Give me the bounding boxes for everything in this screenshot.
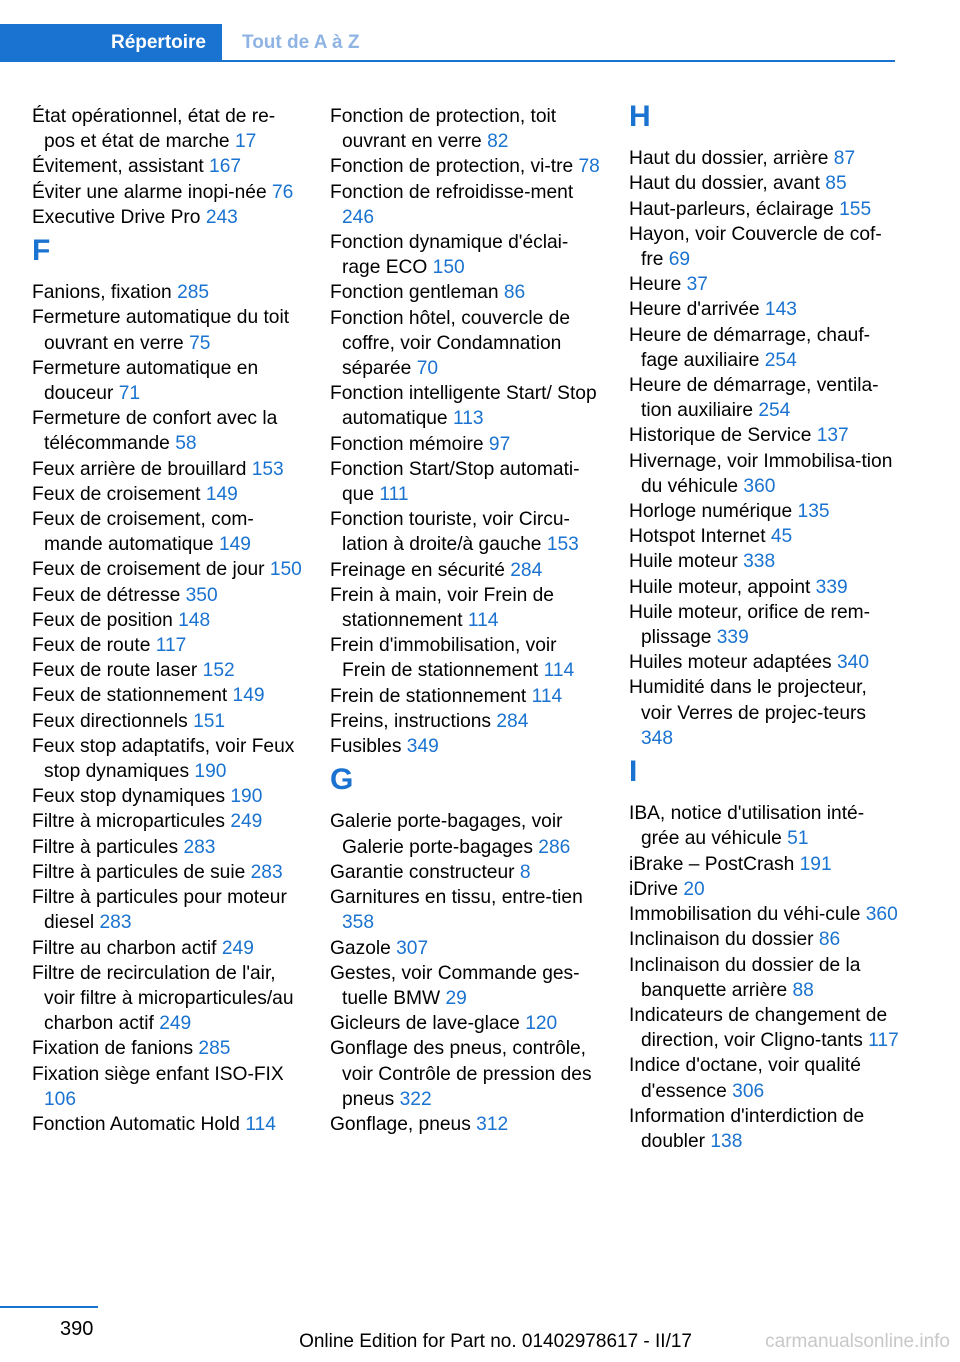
index-entry-text: Garantie constructeur bbox=[330, 861, 515, 883]
index-entry bbox=[32, 835, 304, 860]
index-entry bbox=[32, 658, 304, 683]
index-entry-text: Freins, instructions bbox=[330, 710, 492, 732]
index-entry bbox=[629, 575, 901, 600]
index-entry bbox=[330, 809, 602, 859]
page-link[interactable]: 87 bbox=[833, 148, 856, 170]
index-entry bbox=[629, 197, 901, 222]
index-entry bbox=[629, 524, 901, 549]
index-entry-text: Fonction Start/Stop automati‐que bbox=[330, 458, 580, 506]
index-entry bbox=[32, 205, 304, 230]
index-entry bbox=[629, 373, 901, 423]
index-entry bbox=[330, 432, 602, 457]
page-link[interactable]: 85 bbox=[825, 173, 847, 195]
tab-tout-de-a-a-z[interactable]: Tout de A à Z bbox=[242, 32, 360, 53]
index-entry-text: Feux de route laser bbox=[32, 660, 198, 682]
index-entry-text: Filtre à particules bbox=[32, 836, 179, 858]
index-entry bbox=[629, 499, 901, 524]
index-entry bbox=[629, 1003, 901, 1053]
page-link[interactable]: 111 bbox=[379, 484, 409, 506]
index-entry-text: Heure de démarrage, chauf‐fage auxiliaire bbox=[629, 324, 871, 371]
page-link[interactable]: 117 bbox=[868, 1030, 899, 1052]
page-link[interactable]: 88 bbox=[792, 979, 814, 1001]
index-entry bbox=[629, 953, 901, 1003]
index-entry bbox=[32, 482, 304, 507]
index-entry-text: Fermeture automatique du toit ouvrant en verre bbox=[32, 307, 290, 354]
page-link[interactable]: 86 bbox=[503, 282, 526, 304]
index-entry-text: Feux de détresse bbox=[32, 584, 181, 606]
index-entry-text: Filtre à particules pour moteur diesel bbox=[32, 887, 287, 934]
page-link[interactable]: 322 bbox=[399, 1088, 432, 1110]
page-link[interactable]: 78 bbox=[578, 156, 600, 178]
page-link[interactable]: 135 bbox=[797, 501, 830, 523]
index-entry bbox=[629, 272, 901, 297]
index-entry-text: Fonction gentleman bbox=[330, 282, 499, 304]
index-entry bbox=[330, 104, 602, 154]
page-link[interactable]: 285 bbox=[198, 1038, 231, 1060]
index-entry bbox=[330, 860, 602, 885]
index-entry bbox=[32, 154, 304, 179]
index-entry bbox=[32, 885, 304, 935]
index-entry bbox=[629, 801, 901, 851]
index-entry-text: Feux de croisement de jour bbox=[32, 559, 265, 581]
index-entry bbox=[629, 323, 901, 373]
index-entry bbox=[32, 507, 304, 557]
index-entry-text: Feux de stationnement bbox=[32, 685, 228, 707]
index-entry bbox=[32, 356, 304, 406]
page-link[interactable]: 312 bbox=[476, 1113, 509, 1135]
index-entry bbox=[330, 709, 602, 734]
page-link[interactable]: 339 bbox=[815, 576, 848, 598]
index-entry bbox=[32, 104, 304, 154]
index-entry bbox=[629, 852, 901, 877]
page-number: 390 bbox=[60, 1318, 94, 1340]
index-entry-text: Inclinaison du dossier de la banquette arrière bbox=[629, 954, 861, 1001]
index-entry-text: Humidité dans le projecteur, voir Verres de projec‐teurs bbox=[629, 677, 867, 724]
page-link[interactable]: 70 bbox=[416, 358, 439, 380]
index-entry-text: Huile moteur, appoint bbox=[629, 576, 811, 598]
index-entry-text: IBA, notice d'utilisation inté‐grée au véhicule bbox=[629, 803, 865, 850]
index-entry-text: Fixation de fanions bbox=[32, 1038, 194, 1060]
page-link[interactable]: 75 bbox=[189, 332, 211, 354]
index-entry-text: Fonction de protection, toit ouvrant en verre bbox=[330, 106, 557, 153]
index-entry-text: Hivernage, voir Immobilisa‐tion du véhicule bbox=[629, 450, 893, 497]
section-letter: H bbox=[629, 100, 651, 133]
index-entry-text: Fonction Automatic Hold bbox=[32, 1113, 240, 1135]
index-entry-text: Huile moteur, orifice de rem‐plissage bbox=[629, 601, 870, 649]
index-entry bbox=[629, 171, 901, 196]
page-link[interactable]: 284 bbox=[510, 559, 543, 581]
page-link[interactable]: 82 bbox=[487, 131, 509, 153]
watermark: carmanualsonline.info bbox=[765, 1331, 950, 1352]
page-link[interactable]: 307 bbox=[396, 937, 429, 959]
index-entry-text: Haut-parleurs, éclairage bbox=[629, 198, 834, 220]
page-link[interactable]: 150 bbox=[432, 257, 465, 279]
index-entry-text: Feux stop dynamiques bbox=[32, 786, 226, 808]
page-link[interactable]: 167 bbox=[209, 156, 242, 178]
index-entry bbox=[32, 709, 304, 734]
index-entry-text: Gicleurs de lave-glace bbox=[330, 1013, 520, 1035]
index-entry bbox=[629, 222, 901, 272]
page-link[interactable]: 143 bbox=[764, 299, 797, 321]
page-link[interactable]: 150 bbox=[269, 559, 302, 581]
page-link[interactable]: 51 bbox=[787, 828, 809, 850]
index-entry-text: Fonction touriste, voir Circu‐lation à droite/à gauche bbox=[330, 509, 570, 556]
index-entry-text: Garnitures en tissu, entre‐tien bbox=[330, 887, 583, 909]
page-link[interactable]: 190 bbox=[194, 761, 227, 783]
index-entry-text: Feux de croisement bbox=[32, 483, 201, 505]
page-link[interactable]: 20 bbox=[683, 878, 705, 900]
section-letter: F bbox=[32, 234, 51, 268]
index-entry-text: Feux arrière de brouillard bbox=[32, 458, 247, 480]
page-link[interactable]: 149 bbox=[205, 483, 238, 505]
index-entry bbox=[330, 306, 602, 382]
page-link[interactable]: 340 bbox=[837, 652, 870, 674]
page-link[interactable]: 155 bbox=[839, 198, 872, 220]
index-entry-text: Immobilisation du véhi‐cule bbox=[629, 904, 861, 926]
index-entry bbox=[32, 633, 304, 658]
index-entry-text: Huile moteur bbox=[629, 551, 738, 573]
header-rule bbox=[222, 60, 895, 62]
index-entry-text: Filtre à microparticules bbox=[32, 811, 225, 833]
index-entry bbox=[629, 449, 901, 499]
index-entry-text: Feux de croisement, com‐mande automatique bbox=[32, 509, 254, 556]
page-link[interactable]: 246 bbox=[342, 206, 375, 228]
index-entry-text: Feux de position bbox=[32, 609, 173, 631]
index-entry-text: Frein de stationnement bbox=[330, 685, 527, 707]
page-link[interactable]: 306 bbox=[732, 1080, 765, 1102]
page-link[interactable]: 69 bbox=[668, 249, 691, 271]
index-entry-text: Feux directionnels bbox=[32, 710, 188, 732]
page-link[interactable]: 350 bbox=[185, 584, 218, 606]
index-entry-text: iBrake – PostCrash bbox=[629, 853, 795, 875]
page-link[interactable]: 283 bbox=[250, 861, 283, 883]
index-column-3 bbox=[629, 100, 901, 1154]
page-link[interactable]: 8 bbox=[519, 861, 531, 883]
index-entry-text: Indicateurs de changement de direction, voir Cligno‐tants bbox=[629, 1004, 888, 1052]
index-entry-text: Indice d'octane, voir qualité d'essence bbox=[629, 1055, 861, 1102]
page-link[interactable]: 97 bbox=[488, 433, 511, 455]
page-link[interactable]: 76 bbox=[272, 181, 294, 203]
index-entry-text: Heure de démarrage, ventila‐tion auxiliaire bbox=[629, 375, 879, 422]
index-entry bbox=[32, 280, 304, 305]
index-entry-text: Fonction de refroidisse‐ment bbox=[330, 181, 574, 203]
index-entry-text: Frein d'immobilisation, voir Frein de stationnement bbox=[330, 635, 557, 682]
page-link[interactable]: 249 bbox=[230, 811, 263, 833]
index-entry-text: Galerie porte-bagages, voir Galerie porte-bagages bbox=[330, 811, 563, 858]
index-entry bbox=[629, 600, 901, 650]
page-link[interactable]: 243 bbox=[205, 206, 238, 228]
header-bar bbox=[0, 24, 895, 62]
index-entry-text: Horloge numérique bbox=[629, 501, 793, 523]
index-column-2 bbox=[330, 104, 602, 1137]
page-link[interactable]: 45 bbox=[770, 526, 793, 548]
index-column-1 bbox=[32, 104, 304, 1137]
index-entry-text: Haut du dossier, avant bbox=[629, 173, 820, 195]
index-entry bbox=[32, 1062, 304, 1112]
page-link[interactable]: 29 bbox=[445, 987, 467, 1009]
index-entry-text: Fonction dynamique d'éclai‐rage ECO bbox=[330, 232, 569, 279]
page-link[interactable]: 114 bbox=[245, 1113, 276, 1135]
page-link[interactable]: 114 bbox=[543, 660, 575, 682]
index-entry-text: Gonflage, pneus bbox=[330, 1113, 471, 1135]
page-link[interactable]: 283 bbox=[183, 836, 216, 858]
index-entry-text: État opérationnel, état de re‐pos et état de marche bbox=[32, 106, 276, 153]
page-link[interactable]: 360 bbox=[865, 904, 898, 926]
page-link[interactable]: 191 bbox=[799, 853, 832, 875]
index-entry bbox=[32, 809, 304, 834]
index-entry bbox=[32, 180, 304, 205]
index-entry-text: Filtre de recirculation de l'air, voir filtre à microparticules/au charbon actif bbox=[32, 962, 294, 1035]
page-link[interactable]: 137 bbox=[816, 425, 849, 447]
edition-note: Online Edition for Part no. 01402978617 - II/17 bbox=[299, 1331, 692, 1352]
index-entry bbox=[330, 230, 602, 280]
page-link[interactable]: 283 bbox=[99, 912, 132, 934]
index-entry bbox=[32, 734, 304, 784]
index-entry bbox=[330, 180, 602, 230]
index-entry bbox=[330, 457, 602, 507]
page-link[interactable]: 254 bbox=[764, 349, 797, 371]
page-link[interactable]: 286 bbox=[538, 836, 571, 858]
index-entry-text: Fonction intelligente Start/ Stop automatique bbox=[330, 383, 597, 430]
index-entry bbox=[32, 683, 304, 708]
page-link[interactable]: 249 bbox=[221, 937, 254, 959]
page-link[interactable]: 120 bbox=[525, 1013, 558, 1035]
index-entry bbox=[32, 406, 304, 456]
index-entry bbox=[32, 961, 304, 1037]
tab-repertoire[interactable]: Répertoire bbox=[0, 24, 222, 62]
index-entry bbox=[32, 608, 304, 633]
section-letter: G bbox=[330, 763, 354, 797]
index-entry-text: Heure bbox=[629, 274, 682, 296]
index-entry bbox=[330, 583, 602, 633]
index-entry-text: Hayon, voir Couvercle de cof‐fre bbox=[629, 223, 882, 271]
index-entry-text: Évitement, assistant bbox=[32, 156, 204, 178]
index-entry-text: Executive Drive Pro bbox=[32, 206, 201, 228]
index-entry-text: Feux de route bbox=[32, 635, 151, 657]
index-entry-text: Heure d'arrivée bbox=[629, 299, 760, 321]
index-entry bbox=[629, 423, 901, 448]
section-letter: I bbox=[629, 755, 638, 789]
index-entry bbox=[629, 927, 901, 952]
index-entry bbox=[32, 305, 304, 355]
index-entry-text: Information d'interdiction de doubler bbox=[629, 1105, 865, 1152]
page-link[interactable]: 152 bbox=[202, 660, 235, 682]
page-link[interactable]: 148 bbox=[178, 609, 211, 631]
index-entry-text: Hotspot Internet bbox=[629, 526, 766, 548]
index-entry-text: Inclinaison du dossier bbox=[629, 929, 814, 951]
index-entry-text: Fanions, fixation bbox=[32, 282, 172, 304]
page-link[interactable]: 151 bbox=[193, 710, 226, 732]
index-entry-text: Filtre à particules de suie bbox=[32, 861, 246, 883]
page-link[interactable]: 360 bbox=[743, 475, 776, 497]
index-entry bbox=[32, 583, 304, 608]
page-link[interactable]: 338 bbox=[743, 551, 776, 573]
page-link[interactable]: 117 bbox=[155, 635, 187, 657]
page-link[interactable]: 138 bbox=[710, 1130, 743, 1152]
index-entry-text: Haut du dossier, arrière bbox=[629, 148, 829, 170]
page-link[interactable]: 153 bbox=[251, 458, 284, 480]
page-link[interactable]: 114 bbox=[467, 610, 499, 632]
page-link[interactable]: 153 bbox=[546, 534, 579, 556]
page-link[interactable]: 348 bbox=[641, 727, 674, 749]
index-entry bbox=[629, 146, 901, 171]
index-entry-text: Fermeture automatique en douceur bbox=[32, 357, 259, 405]
index-entry-text: Gestes, voir Commande ges‐tuelle BMW bbox=[330, 962, 580, 1009]
index-entry-text: Fonction mémoire bbox=[330, 433, 484, 455]
index-entry bbox=[629, 675, 901, 751]
index-entry bbox=[32, 1036, 304, 1061]
page-link[interactable]: 349 bbox=[406, 736, 439, 758]
index-entry bbox=[330, 280, 602, 305]
index-entry bbox=[629, 1053, 901, 1103]
index-entry bbox=[330, 885, 602, 935]
page-link[interactable]: 284 bbox=[496, 710, 529, 732]
index-entry bbox=[330, 381, 602, 431]
index-entry-text: Freinage en sécurité bbox=[330, 559, 505, 581]
page-link[interactable]: 106 bbox=[44, 1088, 77, 1110]
page-link[interactable]: 358 bbox=[342, 912, 375, 934]
index-entry-text: Gazole bbox=[330, 937, 391, 959]
index-entry-text: Feux stop adaptatifs, voir Feux stop dynamiques bbox=[32, 735, 295, 783]
index-entry bbox=[330, 1011, 602, 1036]
index-entry-text: Huiles moteur adaptées bbox=[629, 652, 832, 674]
index-entry-text: Frein à main, voir Frein de stationnement bbox=[330, 584, 554, 632]
index-entry bbox=[629, 549, 901, 574]
index-entry-text: Gonflage des pneus, contrôle, voir Contrôle de pression des pneus bbox=[330, 1038, 592, 1110]
index-entry bbox=[32, 457, 304, 482]
page-link[interactable]: 71 bbox=[118, 383, 141, 405]
index-entry-text: Fixation siège enfant ISO‐FIX bbox=[32, 1063, 284, 1085]
index-entry bbox=[629, 877, 901, 902]
page-link[interactable]: 285 bbox=[177, 282, 210, 304]
page-link[interactable]: 190 bbox=[230, 786, 263, 808]
index-entry bbox=[330, 936, 602, 961]
index-entry bbox=[330, 684, 602, 709]
page-link[interactable]: 149 bbox=[218, 534, 251, 556]
index-entry bbox=[629, 902, 901, 927]
index-entry bbox=[32, 936, 304, 961]
page-link[interactable]: 249 bbox=[159, 1013, 192, 1035]
index-entry-text: Fonction hôtel, couvercle de coffre, voir Condamnation séparée bbox=[330, 307, 570, 380]
index-entry-text: iDrive bbox=[629, 878, 679, 900]
page-link[interactable]: 17 bbox=[234, 131, 257, 153]
index-entry-text: Fusibles bbox=[330, 736, 402, 758]
index-entry bbox=[629, 297, 901, 322]
page-link[interactable]: 254 bbox=[758, 400, 791, 422]
index-entry bbox=[629, 1104, 901, 1154]
page-link[interactable]: 86 bbox=[818, 929, 841, 951]
index-entry bbox=[330, 154, 602, 179]
index-entry-text: Fermeture de confort avec la télécommande bbox=[32, 408, 278, 455]
page-link[interactable]: 149 bbox=[232, 685, 265, 707]
footer-rule bbox=[0, 1306, 98, 1308]
page-link[interactable]: 58 bbox=[175, 433, 197, 455]
page-link[interactable]: 114 bbox=[531, 685, 563, 707]
index-entry bbox=[330, 507, 602, 557]
index-entry-text: Fonction de protection, vi‐tre bbox=[330, 156, 574, 178]
index-entry bbox=[32, 860, 304, 885]
index-entry bbox=[629, 650, 901, 675]
index-entry-text: Éviter une alarme inopi‐née bbox=[32, 181, 267, 203]
page-link[interactable]: 113 bbox=[452, 408, 484, 430]
index-entry bbox=[32, 557, 304, 582]
page-link[interactable]: 37 bbox=[686, 274, 708, 296]
index-entry-text: Filtre au charbon actif bbox=[32, 937, 217, 959]
index-entry bbox=[330, 558, 602, 583]
index-entry bbox=[330, 633, 602, 683]
index-entry bbox=[330, 961, 602, 1011]
index-entry bbox=[32, 1112, 304, 1137]
index-entry bbox=[330, 734, 602, 759]
index-entry bbox=[32, 784, 304, 809]
index-entry bbox=[330, 1036, 602, 1112]
index-entry bbox=[330, 1112, 602, 1137]
page-link[interactable]: 339 bbox=[716, 627, 749, 649]
index-entry-text: Historique de Service bbox=[629, 425, 812, 447]
